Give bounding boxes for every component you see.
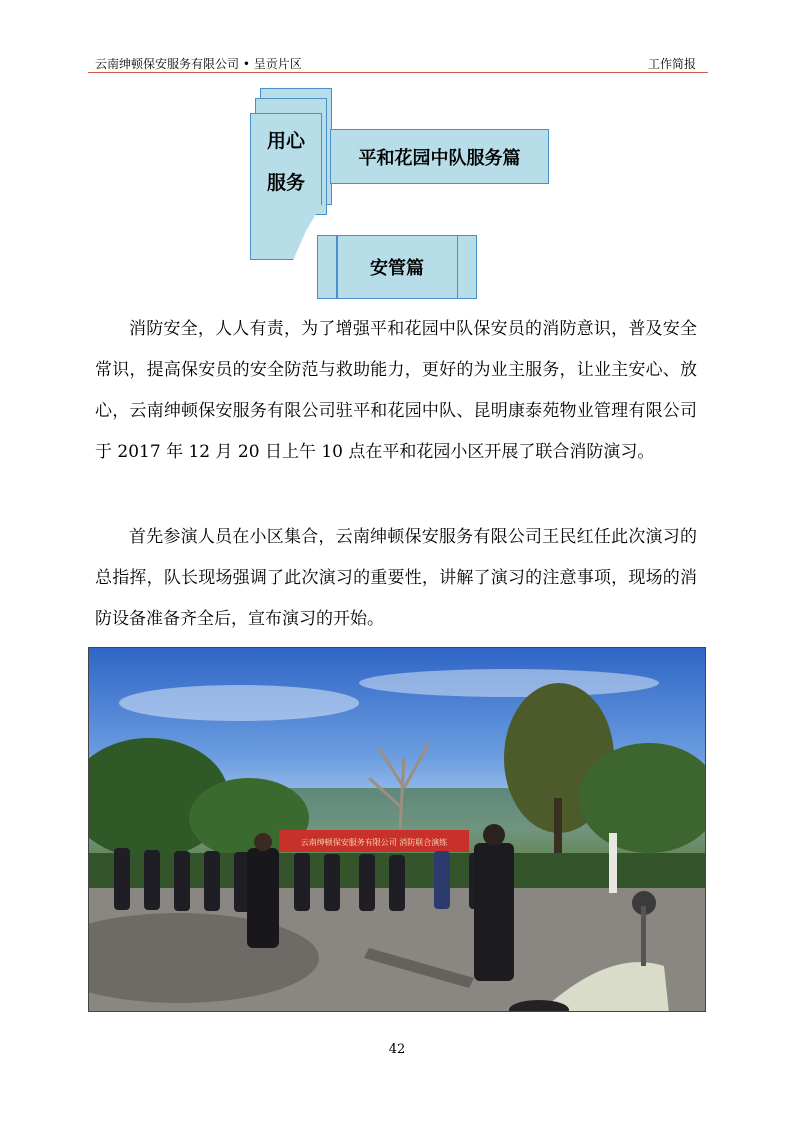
section-title-text: 安管篇 — [370, 258, 424, 279]
header-company: 云南绅顿保安服务有限公司 • 呈贡片区 — [95, 57, 302, 71]
badge-line-1: 用心 — [266, 130, 305, 152]
commander-figure — [247, 848, 279, 948]
header-divider — [88, 72, 708, 73]
badge-line-2: 服务 — [266, 172, 305, 194]
paragraph-2: 首先参演人员在小区集合，云南绅顿保安服务有限公司王民红任此次演习的总指挥，队长现场强调了此次演习的重要性，讲解了演习的注意事项，现场的消防设备准备齐全后，宣布演习的开始。 — [95, 527, 697, 629]
drill-banner-text: 云南绅顿保安服务有限公司 消防联合演练 — [300, 838, 448, 847]
page-number: 42 — [388, 1042, 406, 1057]
header-report-title: 工作简报 — [647, 57, 696, 71]
page-title: 平和花园中队服务篇 — [330, 129, 549, 184]
official-figure — [474, 843, 514, 981]
drill-photo — [88, 647, 706, 1012]
badge-text — [250, 120, 322, 204]
section-title — [317, 235, 477, 299]
drill-photo-illustration — [89, 648, 706, 1012]
paragraph-1: 消防安全，人人有责，为了增强平和花园中队保安员的消防意识，普及安全常识，提高保安员的安全防范与救助能力，更好的为业主服务，让业主安心、放心，云南绅顿保安服务有限公司驻平和花园中队、昆明康泰苑物业管理有限公司于 2017 年 12 月 20 日上午 10 点在平和花园小区开展了联合消防演习。 — [95, 319, 697, 462]
